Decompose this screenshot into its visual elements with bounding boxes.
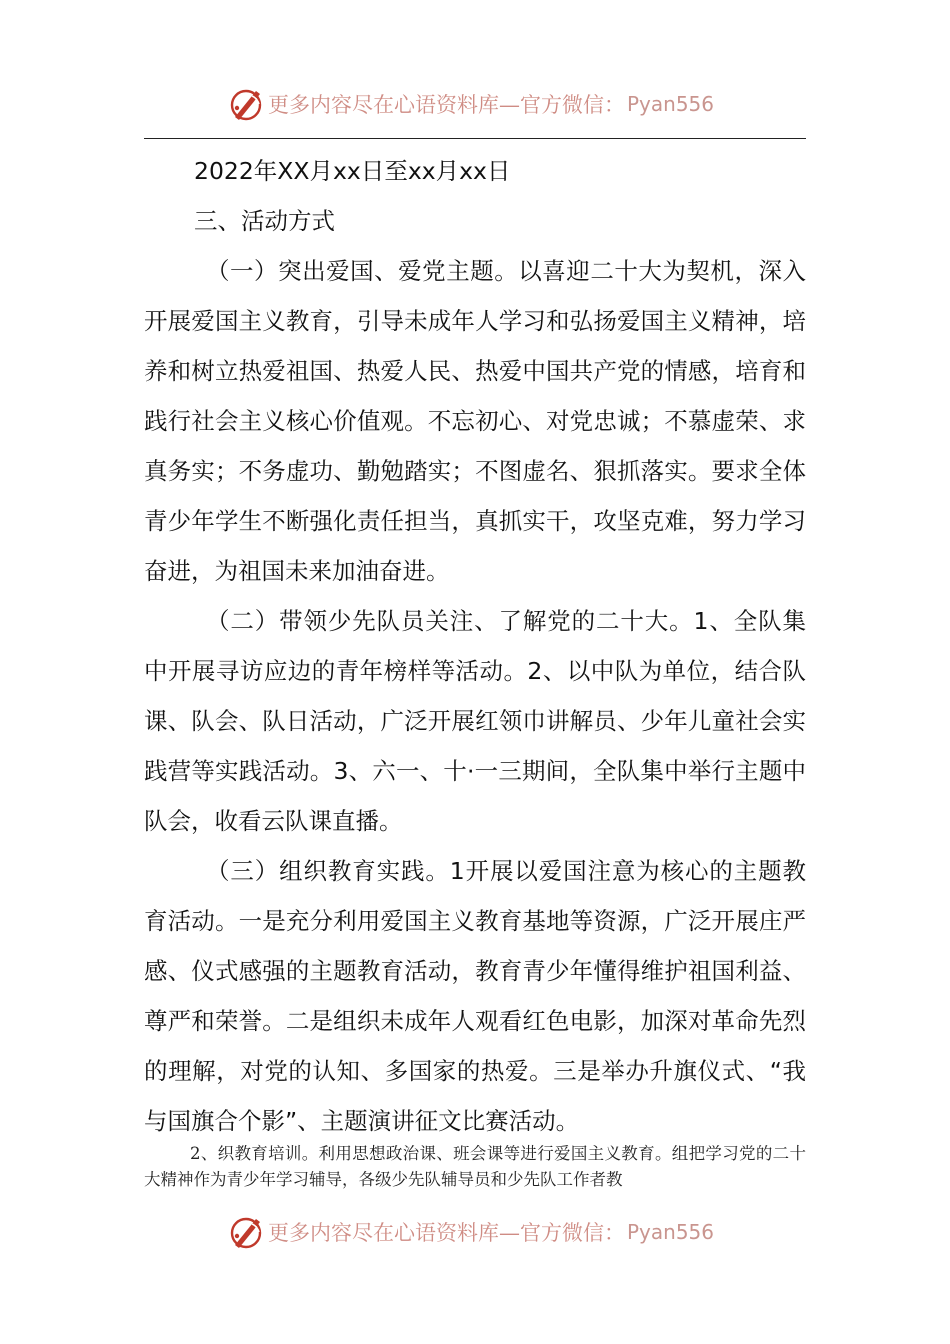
wechat-id: Pyan556: [627, 1220, 715, 1244]
footer-banner: [0, 1206, 950, 1256]
wechat-id: Pyan556: [627, 92, 715, 116]
header-divider: [144, 138, 806, 139]
pen-logo-icon: [226, 84, 266, 124]
paragraph-3: （三）组织教育实践。1开展以爱国注意为核心的主题教育活动。一是充分利用爱国主义教育基地等资源，广泛开展庄严感、仪式感强的主题教育活动，教育青少年懂得维护祖国利益、尊严和荣誉。二是组织未成年人观看红色电影，加深对革命先烈的理解，对党的认知、多国家的热爱。三是举办升旗仪式、“我与国旗合个影”、主题演讲征文比赛活动。: [144, 857, 806, 1135]
document-body: [144, 146, 806, 1146]
section-heading: 三、活动方式: [194, 207, 335, 235]
header-banner: [0, 78, 950, 128]
pen-logo-icon: [226, 1212, 266, 1252]
banner-text: 更多内容尽在心语资料库—官方微信：: [268, 93, 625, 117]
paragraph-1: （一）突出爱国、爱党主题。以喜迎二十大为契机，深入开展爱国主义教育，引导未成年人学习和弘扬爱国主义精神，培养和树立热爱祖国、热爱人民、热爱中国共产党的情感，培育和践行社会主义核心价值观。不忘初心、对党忠诚；不慕虚荣、求真务实；不务虚功、勤勉踏实；不图虚名、狠抓落实。要求全体青少年学生不断强化责任担当，真抓实干，攻坚克难，努力学习奋进，为祖国未来加油奋进。: [144, 257, 806, 585]
paragraph-2: （二）带领少先队员关注、了解党的二十大。1、全队集中开展寻访应边的青年榜样等活动。2、以中队为单位，结合队课、队会、队日活动，广泛开展红领巾讲解员、少年儿童社会实践营等实践活动。3、六一、十·一三期间，全队集中举行主题中队会，收看云队课直播。: [144, 607, 806, 835]
small-paragraph: 2、织教育培训。利用思想政治课、班会课等进行爱国主义教育。组把学习党的二十大精神作为青少年学习辅导，各级少先队辅导员和少先队工作者教: [144, 1144, 806, 1189]
date-line: 2022年XX月xx日至xx月xx日: [194, 157, 511, 185]
banner-text: 更多内容尽在心语资料库—官方微信：: [268, 1221, 625, 1245]
